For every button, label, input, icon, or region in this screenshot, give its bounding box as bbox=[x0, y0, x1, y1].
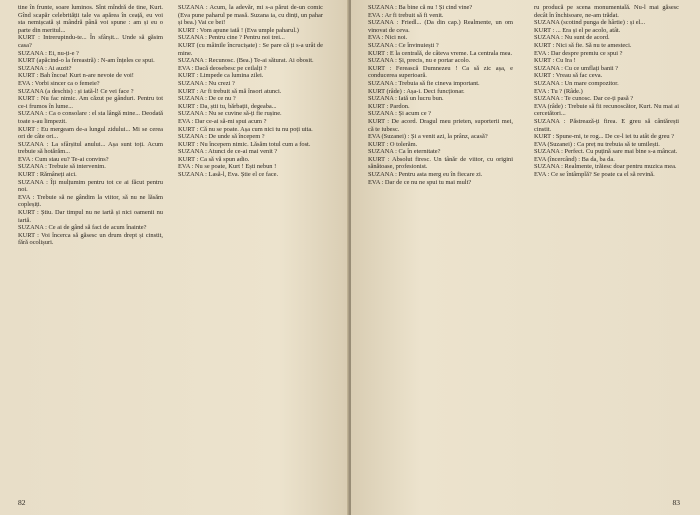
dialogue-line: SUZANA : Recunosc. (Bea.) Te-ai săturat. Ai obosit. bbox=[178, 57, 314, 65]
dialogue-line: SUZANA : Îți mulțumim pentru tot ce ai făcut pentru noi. bbox=[18, 178, 163, 194]
dialogue-line: SUZANA : Un mare compozitor. bbox=[534, 79, 619, 87]
dialogue-line: KURT : Rămâneți aici. bbox=[18, 171, 77, 179]
left-page-number: 82 bbox=[18, 498, 26, 507]
dialogue-line: SUZANA : Ca o consolare : el sta lângă mine... Deodată toate s-au limpezit. bbox=[18, 110, 163, 125]
dialogue-line: KURT : Știu. Dar timpul nu ne iartă și nici oamenii nu iartă. bbox=[18, 209, 163, 224]
dialogue-line: EVA (încercând) : Ba da, ba da. bbox=[534, 155, 615, 163]
dialogue-line: EVA : Dar despre premiu ce spui ? bbox=[534, 49, 623, 57]
dialogue-line: KURT : Limpede ca lumina zilei. bbox=[178, 72, 264, 80]
dialogue-line: SUZANA (a deschis) : și iată-l! Ce vei face ? bbox=[18, 87, 134, 95]
dialogue-line: SUZANA : Iată un lucru bun. bbox=[368, 95, 444, 103]
dialogue-line: EVA (Suzanei) : Ca preț nu trebuia să te umilești. bbox=[534, 140, 660, 148]
dialogue-line: KURT (râde) : Așa-i. Deci funcționar. bbox=[368, 87, 465, 95]
dialogue-line: KURT : Vom apune iată ! (Eva umple paharul.) bbox=[178, 26, 299, 34]
left-page bbox=[0, 0, 349, 515]
dialogue-line: SUZANA : Te cunosc. Dar ce-ți pasă ? bbox=[534, 95, 634, 103]
dialogue-line: SUZANA : Acum, la adevăr, mi s-a părut de-un comic (Eva pune paharul pe masă. Suzana ia, cu dinți, un pahar și bea.) Vai ce bei! bbox=[178, 4, 323, 27]
dialogue-line: SUZANA : De unde să începem ? bbox=[178, 133, 265, 141]
dialogue-line: EVA : Dar de ce nu ne spui tu mai mult? bbox=[368, 178, 472, 186]
right-page-column-2 bbox=[534, 4, 679, 492]
dialogue-line: KURT : E la centrală, de câteva vreme. La centrala mea. bbox=[368, 49, 513, 57]
dialogue-line: SUZANA : Și, precis, nu e portar acolo. bbox=[368, 57, 471, 65]
dialogue-line: SUZANA : Și acum ce ? bbox=[368, 110, 432, 118]
dialogue-line: KURT : Pardon. bbox=[368, 102, 410, 110]
dialogue-line: SUZANA : De ce nu ? bbox=[178, 95, 236, 103]
dialogue-line: SUZANA : Păstrează-ți firea. E greu să cântărești cinstit. bbox=[534, 117, 679, 133]
dialogue-line: SUZANA : Perfect. Cu puțină sare mai bine s-a mâncat. bbox=[534, 148, 678, 156]
dialogue-line: KURT : Ar fi trebuit să mă însori atunci. bbox=[178, 87, 282, 95]
dialogue-line: SUZANA : Trebuie să intervenim. bbox=[18, 163, 106, 171]
dialogue-line: KURT : Ca să vă spun adio. bbox=[178, 155, 250, 163]
dialogue-line: SUZANA : Ei, nu-ți-e ? bbox=[18, 49, 79, 57]
dialogue-line: EVA : Dar ce-ai să-mi spui acum ? bbox=[178, 117, 267, 125]
dialogue-line: KURT (cu mâinile încrucișate) : Se pare că ți s-a urât de mine. bbox=[178, 41, 323, 57]
left-page-column-1 bbox=[18, 4, 163, 492]
dialogue-line: SUZANA : Ca în eternitate? bbox=[368, 148, 441, 156]
dialogue-line: KURT : Da, știi tu, bărbații, degeaba... bbox=[178, 102, 277, 110]
dialogue-line: KURT : ... Era și el pe acolo, atât. bbox=[534, 26, 621, 34]
dialogue-line: SUZANA : Ai auzit? bbox=[18, 64, 72, 72]
dialogue-line: EVA : Vorbi sincer ca o femeie? bbox=[18, 79, 100, 87]
dialogue-line: KURT : Eu mergeam de-a lungul zidului... Mi se cerea ori de câte ori... bbox=[18, 125, 163, 141]
dialogue-line: SUZANA : Ce învinuiești ? bbox=[368, 41, 439, 49]
dialogue-line: SUZANA : Ba bine că nu ! Și cind vine? bbox=[368, 4, 473, 11]
dialogue-line: KURT : Nici să fie. Să nu te amesteci. bbox=[534, 41, 632, 49]
dialogue-line: SUZANA : Trebuia să fie cineva important. bbox=[368, 79, 480, 87]
dialogue-line: ru producă pe scena monumentală. Nu-l mai găsesc decât în închisoare, ne-am trădat. bbox=[534, 4, 679, 19]
dialogue-line: EVA : Ar fi trebuit să fi venit. bbox=[368, 11, 444, 19]
dialogue-line: KURT : Ferească Dumnezeu ! Ca să zic așa, e conducerea superioară. bbox=[368, 64, 513, 80]
dialogue-line: KURT : De acord. Dragul meu prieten, suporterii mei, că te iubesc. bbox=[368, 117, 513, 133]
dialogue-line: EVA : Trebuie să ne gândim la viitor, să nu ne lăsăm copleșiți. bbox=[18, 193, 163, 209]
dialogue-line: SUZANA : Ce ai de gând să faci de acum înainte? bbox=[18, 224, 147, 232]
left-page-column-2 bbox=[178, 4, 323, 492]
dialogue-line: tine în frunte, soare luminos. Sînt mîndră de tine, Kurt. Gînd scapăr celebrității tale va apărea în ceață, eu voi sta nemișcată și mândră până voi spune : am și eu o parte din meritul... bbox=[18, 4, 163, 34]
dialogue-line: SUZANA : Realmente, trăiesc doar pentru muzica mea. bbox=[534, 163, 677, 171]
dialogue-line: EVA : Nu se poate, Kurt ! Ești nebun ! bbox=[178, 163, 277, 171]
right-page-number: 83 bbox=[672, 498, 680, 507]
dialogue-line: KURT : Voi încerca să găsesc un drum drept și cinstit, fără ocolișuri. bbox=[18, 231, 163, 247]
dialogue-line: EVA (râde) : Trebuie să fii recunoscător, Kurt. Nu mai ai cercetători... bbox=[534, 102, 679, 118]
dialogue-line: KURT : Nu începem nimic. Lăsăm totul cum a fost. bbox=[178, 140, 311, 148]
dialogue-line: EVA : Dacă deosebesc pe ceilalți ? bbox=[178, 64, 267, 72]
dialogue-line: KURT (apăcind-o la fereastră) : N-am înțeles ce spui. bbox=[18, 57, 155, 65]
dialogue-line: EVA : Cum stau eu? Te-ai convins? bbox=[18, 155, 109, 163]
dialogue-line: KURT : Bah încoa! Kurt n-are nevoie de voi! bbox=[18, 72, 134, 80]
dialogue-line: EVA (Suzanei) : Și a venit azi, la prânz, acasă? bbox=[368, 133, 488, 141]
dialogue-line: SUZANA : Nu se cuvine să-ți fie rușine. bbox=[178, 110, 282, 118]
dialogue-line: KURT : O tolerăm. bbox=[368, 140, 418, 148]
dialogue-line: KURT : Spune-mi, te rog... De ce-l iei tu atât de greu ? bbox=[534, 133, 675, 141]
dialogue-line: SUZANA : Lasă-l, Eva. Știe el ce face. bbox=[178, 171, 279, 179]
dialogue-line: EVA : Ce se întâmplă? Se poate ca el să revină. bbox=[534, 171, 655, 179]
dialogue-line: KURT : Intrerupindu-te... În sfârșit... Unde să găsim casa? bbox=[18, 34, 163, 49]
dialogue-line: SUZANA (scotind punga de hârtie) : și el... bbox=[534, 19, 646, 27]
right-page-column-1 bbox=[368, 4, 513, 492]
right-page bbox=[351, 0, 700, 515]
dialogue-line: SUZANA : Cu ce umflați banii ? bbox=[534, 64, 619, 72]
dialogue-line: SUZANA : Nu crezi ? bbox=[178, 79, 235, 87]
dialogue-line: KURT : Că nu se poate. Așa cum nici tu nu poți uita. bbox=[178, 125, 313, 133]
dialogue-line: EVA : Tu ? (Râde.) bbox=[534, 87, 583, 95]
dialogue-line: SUZANA : Atunci de ce-ai mai venit ? bbox=[178, 148, 278, 156]
dialogue-line: SUZANA : Nu sunt de acord. bbox=[534, 34, 610, 42]
dialogue-line: SUZANA : Pentru asta merg eu în fiecare zi. bbox=[368, 171, 483, 179]
dialogue-line: KURT : Absolut firesc. Un tânăr de viitor, cu origini sănătoase, profesionist. bbox=[368, 155, 513, 171]
dialogue-line: EVA : Nici noi. bbox=[368, 34, 408, 42]
dialogue-line: KURT : Nu fac nimic. Am căzut pe gânduri. Pentru tot ce-i frumos în lume... bbox=[18, 95, 163, 110]
dialogue-line: KURT : Vreau să fac ceva. bbox=[534, 72, 603, 80]
dialogue-line: SUZANA : La sfârșitul anului... Așa sunt toți. Acum trebuie să hotărăm... bbox=[18, 140, 163, 156]
dialogue-line: SUZANA : Pentru cine ? Pentru noi trei... bbox=[178, 34, 285, 42]
dialogue-line: SUZANA : Friedl... (Da din cap.) Realmente, un om vinovat de ceva. bbox=[368, 19, 513, 34]
dialogue-line: KURT : Cu Ira ! bbox=[534, 57, 576, 65]
